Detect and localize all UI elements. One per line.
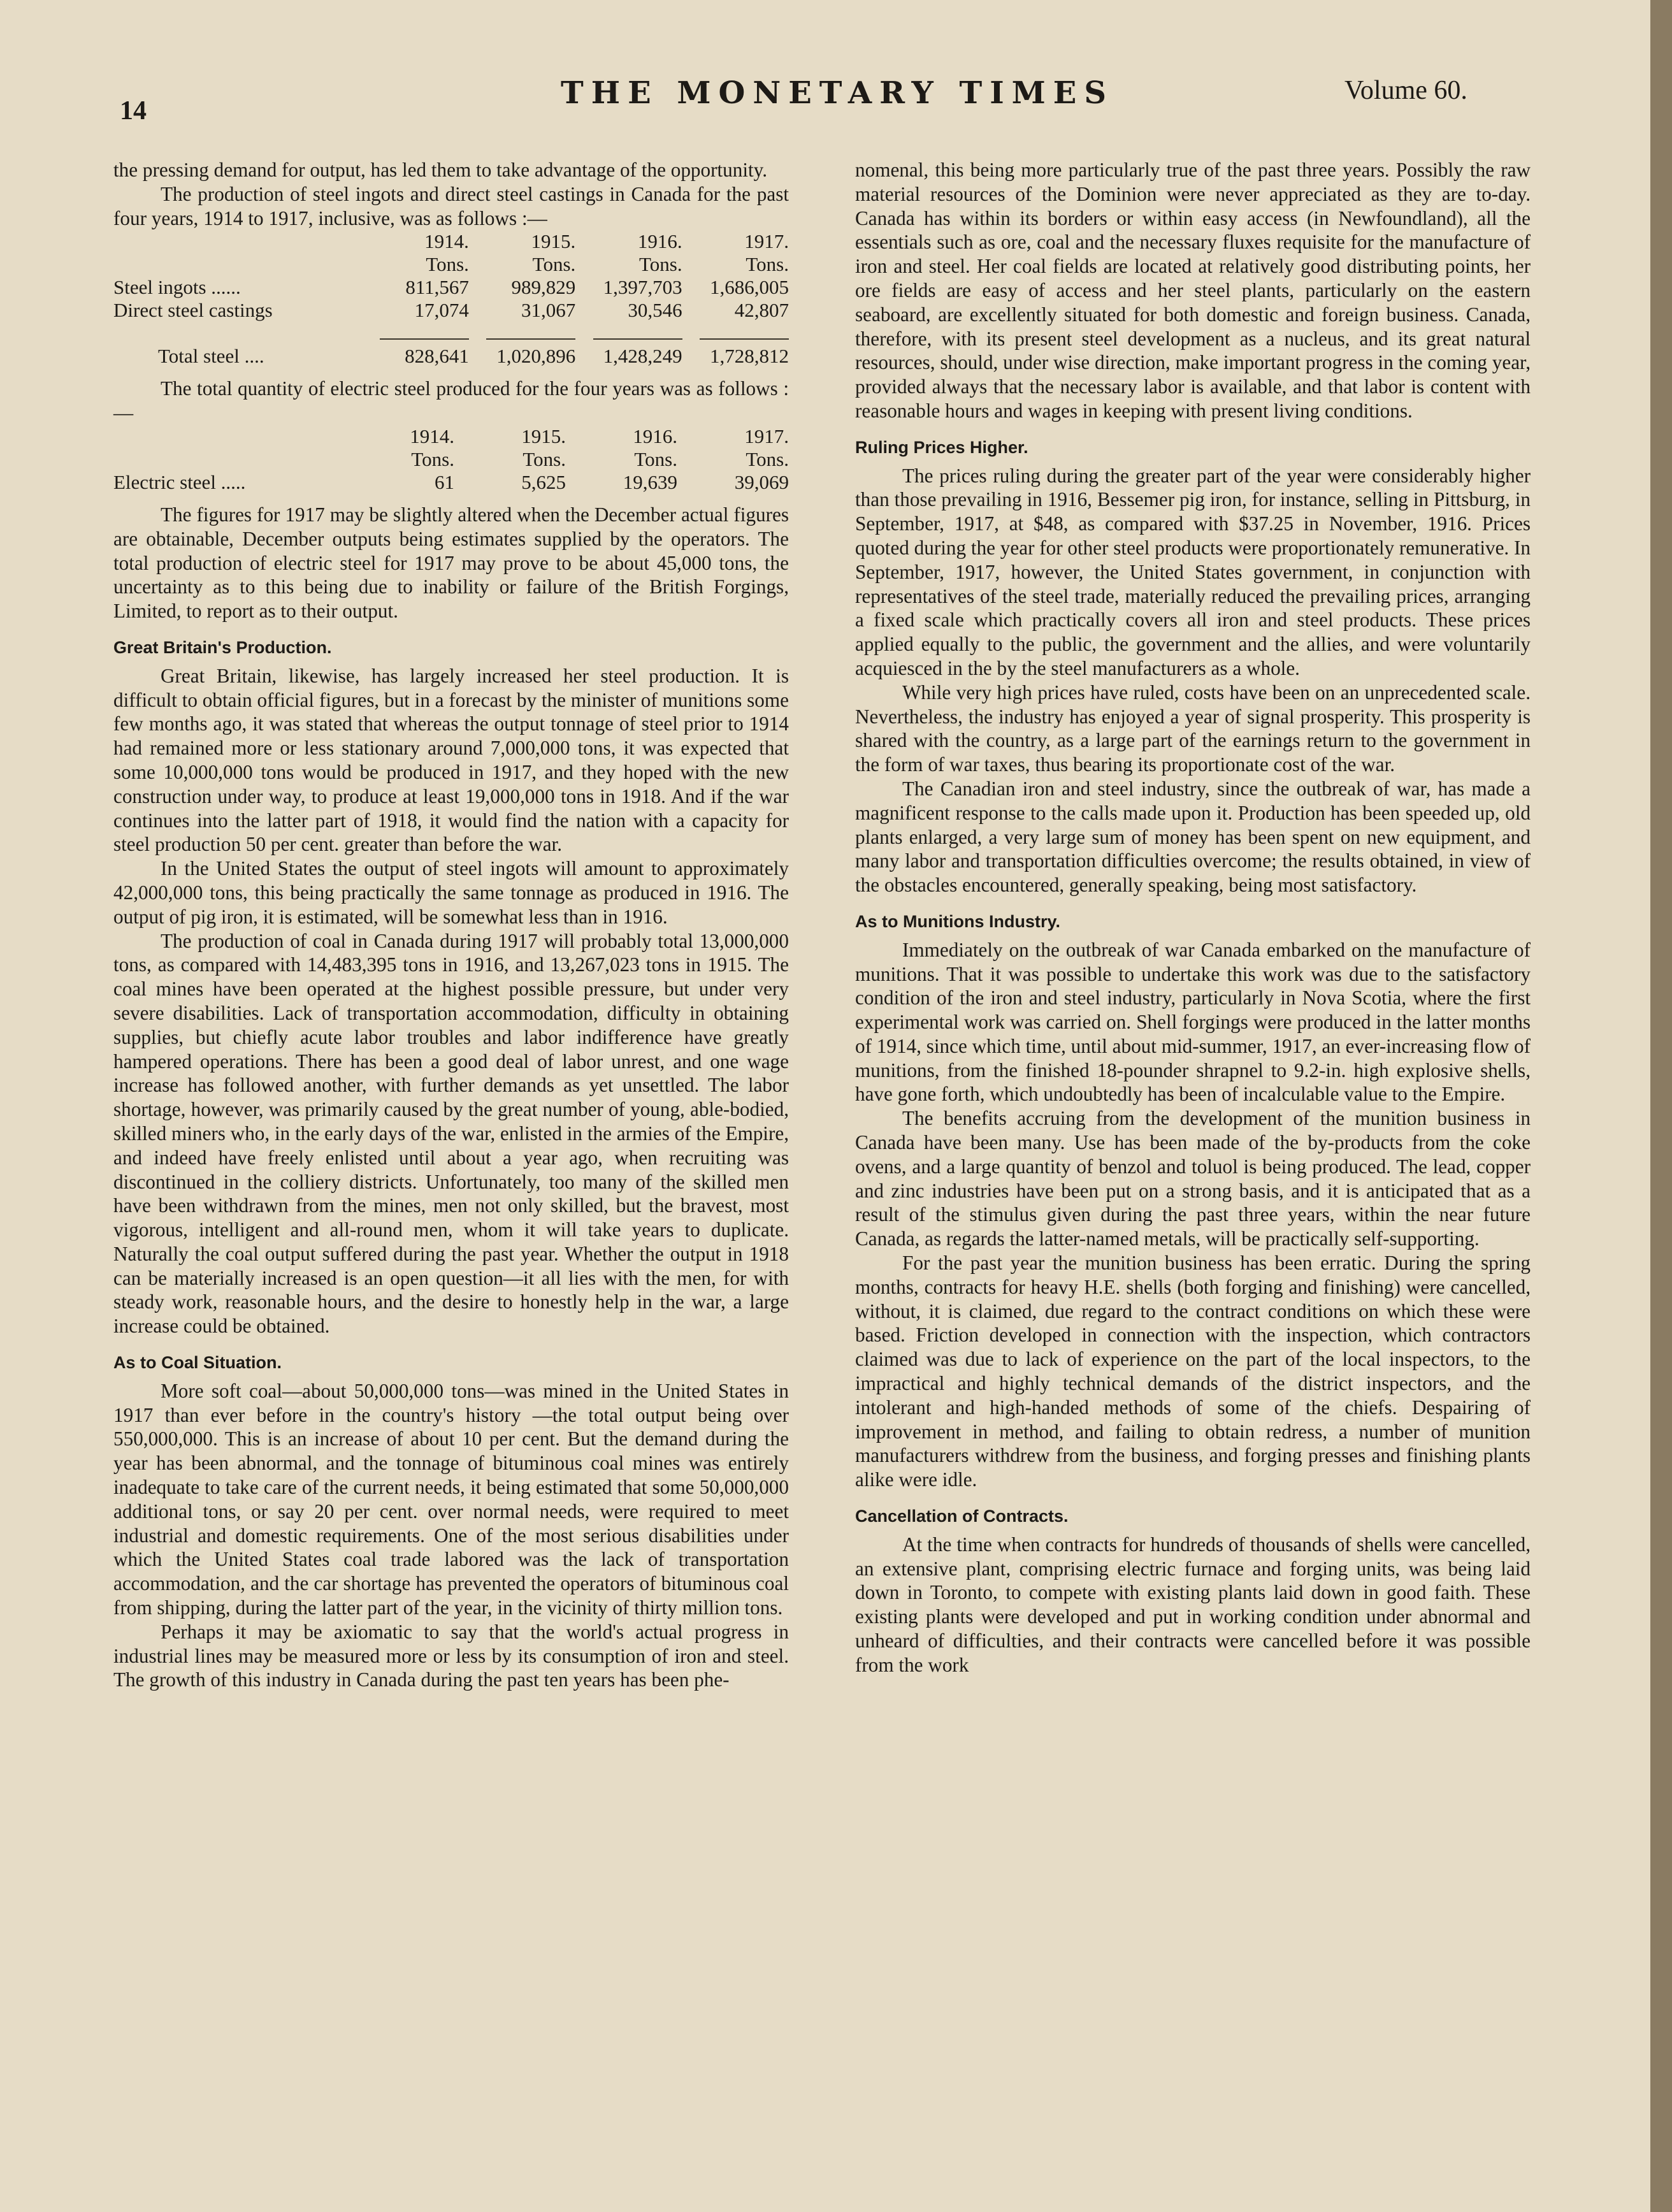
table-cell: 1,020,896 [496,345,576,368]
table-cell: 30,546 [628,299,682,322]
paragraph: The total quantity of electric steel produced for the four years was as follows :— [113,377,789,424]
row-label: Electric steel ..... [113,470,246,493]
table-cell: 1,686,005 [710,276,789,299]
paragraph: The prices ruling during the greater part of the year were considerably higher than those prevailing in 1916, Bessemer pig iron, for instance, selling in Pittsburg, in September, 1917, at $48, as compared with $37.25 in November, 1916. Prices quoted during the year for other steel products were proportionately remunerative. In September, 1917, however, the United States government, in conjunction with representatives of the steel trade, materially reduced the prevailing prices, arranging a fixed scale which practically covers all iron and steel products. These prices applied equally to the public, the government and the allies, and were voluntarily acquiesced in the by the steel manufacturers as a whole. [855,464,1531,679]
table-cell: 61 [435,470,454,493]
paragraph: Immediately on the outbreak of war Canada embarked on the manufacture of munitions. That it was possible to undertake this work was due to the satisfactory condition of the iron and steel industry, particularly in Nova Scotia, where the first experimental work was carried on. Shell forgings were produced in the latter months of 1914, since which time, until about mid-summer, 1917, an ever-increasing flow of munitions, from the finished 18-pounder shrapnel to 9.2-in. high explosive shells, have gone forth, which undoubtedly has been of incalculable value to the Empire. [855,938,1531,1106]
volume-label: Volume 60. [1344,76,1467,105]
section-heading: Cancellation of Contracts. [855,1507,1069,1526]
year-cell: 1914. [424,230,469,253]
masthead: THE MONETARY TIMES [561,75,1114,111]
row-label: Total steel .... [158,345,264,368]
paragraph: In the United States the output of steel ingots will amount to approximately 42,000,000 tons, this being practically the same tonnage as produced in 1916. The output of pig iron, it is estimated, will be somewhat less than in 1916. [113,857,789,928]
year-cell: 1915. [521,424,566,447]
table-cell: 1,728,812 [710,345,789,368]
right-column [855,158,1531,1677]
total-rule [113,322,789,345]
section-heading: Great Britain's Production. [113,637,332,657]
page-edge [1650,0,1672,2212]
unit-cell: Tons. [639,253,682,276]
table-cell: 42,807 [734,299,789,322]
table-total-row [113,345,789,368]
year-cell: 1916. [637,230,682,253]
left-column [113,158,789,1692]
table-cell: 39,069 [734,470,789,493]
paragraph: The production of coal in Canada during 1917 will probably total 13,000,000 tons, as compared with 14,483,395 tons in 1916, and 13,267,023 tons in 1915. The coal mines have been operated at the highest possible pressure, but under very severe disabilities. Lack of transportation accommodation, difficulty in obtaining supplies, but chiefly acute labor troubles and labor indifference have greatly hampered operations. There has been a good deal of labor unrest, and one wage increase has followed another, with further demands as yet unsettled. The labor shortage, however, was primarily caused by the great number of young, able-bodied, skilled miners who, in the early days of the war, enlisted in the armies of the Empire, and indeed have freely enlisted until about a year ago, when recruiting was discontinued in the colliery districts. Unfortunately, too many of the skilled men have been withdrawn from the mines, men not only skilled, but the bravest, most vigorous, intelligent and all-round men, whom it will take years to duplicate. Naturally the coal output suffered during the past year. Whether the output in 1918 can be materially increased is an open question—it all lies with the men, for with steady work, reasonable hours, and the desire to honestly help in the war, a large increase could be obtained. [113,929,789,1338]
row-label: Steel ingots ...... [113,276,241,299]
table-header-years [113,230,789,253]
section-heading: As to Munitions Industry. [855,911,1060,931]
table-cell: 5,625 [521,470,566,493]
paragraph: the pressing demand for output, has led them to take advantage of the opportunity. [113,159,768,181]
table-header-units [113,253,789,276]
year-cell: 1914. [410,424,454,447]
year-cell: 1916. [633,424,677,447]
unit-cell: Tons. [426,253,469,276]
unit-cell: Tons. [746,253,789,276]
year-cell: 1917. [744,424,789,447]
table-cell: 828,641 [405,345,469,368]
row-label: Direct steel castings [113,299,273,322]
table-header-years [113,425,789,448]
page-number: 14 [120,96,147,126]
steel-production-table [113,230,789,368]
section-heading: Ruling Prices Higher. [855,437,1028,457]
unit-cell: Tons. [746,447,789,470]
paragraph: More soft coal—about 50,000,000 tons—was mined in the United States in 1917 than ever before in the country's history —the total output being over 550,000,000. This is an increase of about 10 per cent. But the demand during the year has been abnormal, and the tonnage of bituminous coal mines was entirely inadequate to take care of the current needs, it being estimated that some 50,000,000 additional tons, or say 20 per cent. over normal needs, were required to meet industrial and domestic requirements. One of the most serious disabilities under which the United States coal trade labored was the lack of transportation accommodation, and the car shortage has prevented the operators of bituminous coal from shipping, during the latter part of the year, in the vicinity of thirty million tons. [113,1379,789,1619]
table-cell: 17,074 [414,299,469,322]
table-header-units [113,448,789,471]
paragraph: Perhaps it may be axiomatic to say that the world's actual progress in industrial lines may be measured more or less by its consumption of iron and steel. The growth of this industry in Canada during the past ten years has been phe- [113,1620,789,1691]
paragraph: For the past year the munition business has been erratic. During the spring months, contracts for heavy H.E. shells (both forging and finishing) were cancelled, without, it is claimed, due regard to the contract conditions on which these were based. Friction developed in connection with the inspection, which contractors claimed was due to lack of experience on the part of the local inspectors, to the impractical and highly technical demands of the district inspectors, and the intolerant and high-handed methods of some of the chiefs. Despairing of improvement in method, and failing to obtain redress, a number of munition manufacturers withdrew from the business, and forging presses and finishing plants alike were idle. [855,1252,1531,1491]
table-cell: 31,067 [521,299,576,322]
table-row [113,471,789,494]
table-row [113,276,789,299]
paragraph: The Canadian iron and steel industry, since the outbreak of war, has made a magnificent response to the calls made upon it. Production has been speeded up, old plants enlarged, a very large sum of money has been spent on new equipment, and many labor and transportation difficulties overcome; the results obtained, in view of the obstacles encountered, generally speaking, being most satisfactory. [855,777,1531,897]
unit-cell: Tons. [634,447,677,470]
paragraph: nomenal, this being more particularly true of the past three years. Possibly the raw material resources of the Dominion were never appreciated as they are to-day. Canada has within its borders or within easy access (in Newfoundland), all the essentials such as ore, coal and the necessary fluxes requisite for the manufacture of iron and steel. Her coal fields are located at relatively good distributing points, her ore fields are easy of access and her steel plants, particularly on the eastern seaboard, are excellently situated for both domestic and foreign business. Canada, therefore, with its present steel development as a nucleus, and its great natural resources, should, under wise direction, make important progress in the coming year, provided always that the necessary labor is available, and that labor is content with reasonable hours and wages in keeping with present living conditions. [855,159,1531,422]
table-row [113,299,789,322]
table-cell: 1,428,249 [603,345,682,368]
electric-steel-table [113,425,789,494]
unit-cell: Tons. [532,253,576,276]
paragraph: The production of steel ingots and direct steel castings in Canada for the past four years, 1914 to 1917, inclusive, was as follows :— [113,182,789,229]
paragraph: At the time when contracts for hundreds of thousands of shells were cancelled, an extensive plant, comprising electric furnace and forging units, was being laid down in Toronto, to compete with existing plants laid down in good faith. These existing plants were developed and put in working condition under abnormal and unheard of difficulties, and their contracts were cancelled before it was possible from the work [855,1533,1531,1676]
table-cell: 19,639 [623,470,677,493]
paragraph: The benefits accruing from the development of the munition business in Canada have been many. Use has been made of the by-products from the coke ovens, and a large quantity of benzol and toluol is being produced. The lead, copper and zinc industries have been put on a strong basis, and it is anticipated that as a result of the stimulus given during the past three years, within the near future Canada, as regards the latter-named metals, will be practically self-supporting. [855,1107,1531,1250]
table-cell: 1,397,703 [603,276,682,299]
paragraph: The figures for 1917 may be slightly altered when the December actual figures are obtainable, December outputs being estimates supplied by the operators. The total production of electric steel for 1917 may prove to be about 45,000 tons, the uncertainty as to this being due to inability or failure of the British Forgings, Limited, to report as to their output. [113,503,789,623]
paragraph: While very high prices have ruled, costs have been on an unprecedented scale. Nevertheless, the industry has enjoyed a year of signal prosperity. This prosperity is shared with the country, as a large part of the earnings return to the government in the form of war taxes, thus bearing its proportionate cost of the war. [855,681,1531,776]
unit-cell: Tons. [522,447,566,470]
year-cell: 1917. [744,230,789,253]
section-heading: As to Coal Situation. [113,1353,282,1373]
unit-cell: Tons. [411,447,454,470]
table-cell: 811,567 [405,276,469,299]
year-cell: 1915. [531,230,576,253]
table-cell: 989,829 [511,276,576,299]
paragraph: Great Britain, likewise, has largely increased her steel production. It is difficult to obtain official figures, but in a forecast by the minister of munitions some few months ago, it was stated that whereas the output tonnage of steel prior to 1914 had remained more or less stationary around 7,000,000 tons, it was expected that some 10,000,000 tons would be produced in 1917, and they hoped with the new construction under way, to produce at least 19,000,000 tons in 1918. And if the war continues into the latter part of 1918, it would find the nation with a capacity for steel production 50 per cent. greater than before the war. [113,664,789,856]
